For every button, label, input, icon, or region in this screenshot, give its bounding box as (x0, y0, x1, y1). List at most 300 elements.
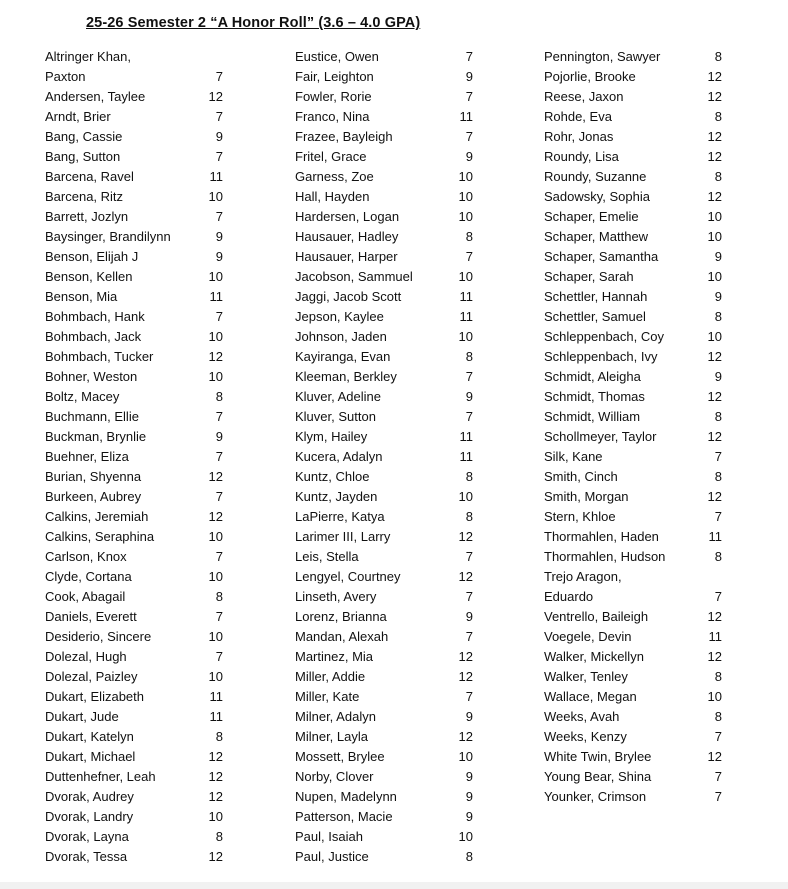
student-entry (45, 47, 223, 87)
student-grade: 9 (215, 229, 223, 244)
student-entry (295, 167, 473, 187)
student-name: Smith, Cinch (544, 469, 618, 484)
student-name: Barcena, Ritz (45, 189, 124, 204)
student-grade: 10 (208, 329, 223, 344)
student-grade: 7 (714, 589, 722, 604)
student-entry (45, 827, 223, 847)
student-grade: 10 (208, 369, 223, 384)
student-grade: 12 (458, 729, 473, 744)
student-entry (45, 787, 223, 807)
student-entry (295, 647, 473, 667)
student-grade: 10 (208, 189, 223, 204)
student-grade: 7 (465, 369, 473, 384)
student-entry (544, 427, 722, 447)
student-grade: 12 (707, 149, 722, 164)
student-entry (45, 87, 223, 107)
student-name: Paul, Justice (295, 849, 369, 864)
student-entry (295, 387, 473, 407)
student-entry (45, 227, 223, 247)
student-grade: 9 (215, 129, 223, 144)
student-grade: 10 (208, 569, 223, 584)
student-entry (295, 87, 473, 107)
student-entry (295, 107, 473, 127)
student-entry (45, 847, 223, 867)
student-grade: 7 (215, 309, 223, 324)
student-entry (544, 647, 722, 667)
student-name: Kuntz, Jayden (295, 489, 378, 504)
student-grade: 7 (714, 729, 722, 744)
student-name: Calkins, Jeremiah (45, 509, 149, 524)
student-grade: 11 (209, 289, 223, 304)
student-entry (544, 187, 722, 207)
student-name: Schmidt, Thomas (544, 389, 645, 404)
student-name: Jepson, Kaylee (295, 309, 384, 324)
student-name: Schmidt, Aleigha (544, 369, 641, 384)
student-entry (295, 767, 473, 787)
student-name: Milner, Layla (295, 729, 368, 744)
student-name: Klym, Hailey (295, 429, 368, 444)
student-name: Miller, Addie (295, 669, 366, 684)
student-entry (295, 127, 473, 147)
student-entry (295, 327, 473, 347)
student-entry (544, 387, 722, 407)
student-name: Schaper, Matthew (544, 229, 649, 244)
student-name: Frazee, Bayleigh (295, 129, 393, 144)
student-grade: 8 (714, 169, 722, 184)
student-name: Linseth, Avery (295, 589, 377, 604)
student-entry (544, 787, 722, 807)
student-entry (544, 167, 722, 187)
student-name: Boltz, Macey (45, 389, 120, 404)
student-entry (544, 347, 722, 367)
student-name: Altringer Khan, Paxton (45, 49, 131, 84)
student-name: Mossett, Brylee (295, 749, 385, 764)
student-entry (45, 367, 223, 387)
student-name: Buehner, Eliza (45, 449, 129, 464)
student-entry (295, 247, 473, 267)
student-grade: 9 (215, 249, 223, 264)
student-name: Garness, Zoe (295, 169, 374, 184)
student-name: Paul, Isaiah (295, 829, 363, 844)
student-grade: 10 (208, 809, 223, 824)
student-entry (544, 467, 722, 487)
student-grade: 11 (708, 529, 722, 544)
student-grade: 7 (215, 409, 223, 424)
student-name: Schollmeyer, Taylor (544, 429, 657, 444)
student-grade: 7 (465, 409, 473, 424)
student-entry (45, 247, 223, 267)
student-name: Cook, Abagail (45, 589, 126, 604)
student-entry (295, 187, 473, 207)
student-entry (45, 467, 223, 487)
student-entry (544, 507, 722, 527)
student-grade: 12 (208, 789, 223, 804)
student-name: Dukart, Elizabeth (45, 689, 144, 704)
student-grade: 12 (208, 89, 223, 104)
student-entry (45, 147, 223, 167)
student-grade: 11 (708, 629, 722, 644)
student-name: Fritel, Grace (295, 149, 367, 164)
student-grade: 9 (465, 709, 473, 724)
student-grade: 8 (714, 669, 722, 684)
student-entry (295, 687, 473, 707)
student-name: Hardersen, Logan (295, 209, 400, 224)
student-grade: 10 (707, 209, 722, 224)
student-entry (544, 407, 722, 427)
student-entry (45, 647, 223, 667)
student-grade: 8 (215, 589, 223, 604)
student-grade: 8 (465, 849, 473, 864)
student-entry (45, 267, 223, 287)
student-name: Fowler, Rorie (295, 89, 372, 104)
student-name: Kayiranga, Evan (295, 349, 391, 364)
student-grade: 8 (465, 229, 473, 244)
student-name: Schmidt, William (544, 409, 641, 424)
student-grade: 7 (215, 549, 223, 564)
student-grade: 9 (714, 289, 722, 304)
student-grade: 7 (465, 89, 473, 104)
student-name: LaPierre, Katya (295, 509, 385, 524)
student-name: Calkins, Seraphina (45, 529, 155, 544)
student-name: Dvorak, Tessa (45, 849, 128, 864)
student-entry (45, 387, 223, 407)
student-name: Bohner, Weston (45, 369, 138, 384)
student-grade: 7 (465, 629, 473, 644)
student-entry (45, 727, 223, 747)
student-entry (45, 327, 223, 347)
student-grade: 12 (208, 349, 223, 364)
student-grade: 11 (209, 169, 223, 184)
student-grade: 7 (465, 689, 473, 704)
student-grade: 10 (458, 189, 473, 204)
student-entry (544, 227, 722, 247)
student-grade: 12 (707, 649, 722, 664)
student-grade: 12 (707, 189, 722, 204)
student-entry (295, 727, 473, 747)
student-name: Bohmbach, Hank (45, 309, 145, 324)
student-grade: 12 (208, 509, 223, 524)
student-grade: 10 (208, 669, 223, 684)
student-grade: 12 (707, 609, 722, 624)
student-name: Walker, Mickellyn (544, 649, 644, 664)
student-name: Young Bear, Shina (544, 769, 652, 784)
student-grade: 7 (465, 549, 473, 564)
student-grade: 9 (465, 769, 473, 784)
student-entry (295, 827, 473, 847)
student-entry (295, 507, 473, 527)
student-grade: 11 (459, 109, 473, 124)
student-grade: 7 (215, 649, 223, 664)
student-grade: 10 (458, 209, 473, 224)
student-name: Reese, Jaxon (544, 89, 624, 104)
student-grade: 10 (707, 269, 722, 284)
student-name: Franco, Nina (295, 109, 370, 124)
student-name: Pennington, Sawyer (544, 49, 661, 64)
student-name: Burkeen, Aubrey (45, 489, 142, 504)
student-grade: 9 (215, 429, 223, 444)
student-name: Dolezal, Paizley (45, 669, 138, 684)
student-entry (295, 227, 473, 247)
student-name: Schettler, Samuel (544, 309, 646, 324)
student-entry (544, 607, 722, 627)
student-grade: 7 (714, 769, 722, 784)
student-name: Duttenhefner, Leah (45, 769, 156, 784)
student-grade: 11 (459, 429, 473, 444)
student-name: Fair, Leighton (295, 69, 374, 84)
student-entry (295, 567, 473, 587)
student-entry (544, 87, 722, 107)
student-entry (295, 587, 473, 607)
student-grade: 7 (215, 489, 223, 504)
student-grade: 12 (707, 389, 722, 404)
student-name: Bohmbach, Tucker (45, 349, 154, 364)
student-entry (295, 467, 473, 487)
student-entry (45, 187, 223, 207)
student-name: Bohmbach, Jack (45, 329, 142, 344)
student-name: Thormahlen, Hudson (544, 549, 666, 564)
student-grade: 10 (208, 529, 223, 544)
student-grade: 8 (215, 729, 223, 744)
student-name: Dvorak, Audrey (45, 789, 134, 804)
student-entry (295, 47, 473, 67)
student-entry (544, 127, 722, 147)
student-entry (544, 627, 722, 647)
student-grade: 12 (707, 89, 722, 104)
student-entry (295, 787, 473, 807)
student-entry (45, 127, 223, 147)
student-name: Bang, Cassie (45, 129, 123, 144)
student-name: Schaper, Sarah (544, 269, 634, 284)
student-entry (295, 147, 473, 167)
student-entry (295, 707, 473, 727)
student-name: Kluver, Sutton (295, 409, 376, 424)
student-name: Kleeman, Berkley (295, 369, 397, 384)
student-grade: 11 (209, 709, 223, 724)
student-entry (45, 567, 223, 587)
student-grade: 12 (707, 69, 722, 84)
student-grade: 8 (714, 549, 722, 564)
student-name: Bang, Sutton (45, 149, 121, 164)
student-name: Eustice, Owen (295, 49, 379, 64)
student-name: Benson, Kellen (45, 269, 133, 284)
student-grade: 10 (707, 329, 722, 344)
student-grade: 12 (707, 349, 722, 364)
student-name: Rohde, Eva (544, 109, 612, 124)
student-name: Benson, Mia (45, 289, 118, 304)
student-name: Lengyel, Courtney (295, 569, 401, 584)
student-grade: 7 (465, 589, 473, 604)
student-name: Andersen, Taylee (45, 89, 146, 104)
student-grade: 7 (215, 109, 223, 124)
student-name: Desiderio, Sincere (45, 629, 152, 644)
student-grade: 10 (208, 629, 223, 644)
student-name: Buckman, Brynlie (45, 429, 147, 444)
student-grade: 7 (215, 609, 223, 624)
student-name: Thormahlen, Haden (544, 529, 659, 544)
student-grade: 8 (465, 469, 473, 484)
student-entry (295, 427, 473, 447)
student-grade: 10 (458, 749, 473, 764)
student-grade: 8 (714, 709, 722, 724)
student-grade: 8 (215, 389, 223, 404)
student-entry (45, 527, 223, 547)
student-entry (295, 307, 473, 327)
student-name: Kuntz, Chloe (295, 469, 370, 484)
student-name: Ventrello, Baileigh (544, 609, 649, 624)
student-name: Schaper, Samantha (544, 249, 659, 264)
student-entry (544, 447, 722, 467)
honor-roll-column-2 (295, 47, 473, 867)
student-grade: 7 (465, 49, 473, 64)
student-grade: 9 (714, 249, 722, 264)
student-name: Barcena, Ravel (45, 169, 134, 184)
student-entry (45, 107, 223, 127)
student-grade: 11 (209, 689, 223, 704)
student-entry (295, 447, 473, 467)
student-grade: 7 (215, 69, 223, 84)
student-name: Roundy, Suzanne (544, 169, 647, 184)
student-grade: 12 (707, 429, 722, 444)
student-entry (45, 407, 223, 427)
student-grade: 8 (714, 309, 722, 324)
student-entry (544, 767, 722, 787)
student-entry (295, 267, 473, 287)
student-grade: 10 (208, 269, 223, 284)
student-name: Schleppenbach, Coy (544, 329, 664, 344)
student-name: Miller, Kate (295, 689, 360, 704)
student-name: Jaggi, Jacob Scott (295, 289, 402, 304)
page-title: 25-26 Semester 2 “A Honor Roll” (3.6 – 4.0 GPA) (86, 15, 421, 31)
student-grade: 11 (459, 309, 473, 324)
student-name: Baysinger, Brandilynn (45, 229, 171, 244)
student-grade: 12 (458, 669, 473, 684)
student-name: Benson, Elijah J (45, 249, 139, 264)
student-grade: 10 (458, 329, 473, 344)
student-entry (45, 747, 223, 767)
student-name: Milner, Adalyn (295, 709, 376, 724)
student-name: Kluver, Adeline (295, 389, 382, 404)
honor-roll-column-3 (544, 47, 722, 807)
student-entry (45, 547, 223, 567)
student-entry (544, 287, 722, 307)
student-grade: 8 (714, 109, 722, 124)
student-entry (45, 607, 223, 627)
student-entry (295, 547, 473, 567)
student-entry (544, 307, 722, 327)
student-name: Barrett, Jozlyn (45, 209, 129, 224)
student-entry (45, 347, 223, 367)
student-grade: 8 (714, 469, 722, 484)
student-name: Buchmann, Ellie (45, 409, 139, 424)
student-name: Dvorak, Layna (45, 829, 129, 844)
student-grade: 9 (714, 369, 722, 384)
student-name: Arndt, Brier (45, 109, 111, 124)
student-grade: 12 (458, 649, 473, 664)
student-name: Rohr, Jonas (544, 129, 614, 144)
student-entry (295, 287, 473, 307)
student-entry (544, 527, 722, 547)
student-entry (295, 347, 473, 367)
student-entry (295, 527, 473, 547)
student-entry (295, 607, 473, 627)
student-grade: 7 (215, 149, 223, 164)
student-grade: 11 (459, 449, 473, 464)
student-grade: 12 (208, 849, 223, 864)
student-entry (544, 547, 722, 567)
student-entry (544, 487, 722, 507)
student-grade: 7 (215, 209, 223, 224)
student-name: Hausauer, Hadley (295, 229, 399, 244)
student-grade: 9 (465, 149, 473, 164)
student-name: Norby, Clover (295, 769, 374, 784)
student-name: Hall, Hayden (295, 189, 370, 204)
student-name: Lorenz, Brianna (295, 609, 387, 624)
honor-roll-column-1 (45, 47, 223, 867)
student-name: Weeks, Avah (544, 709, 620, 724)
student-entry (544, 207, 722, 227)
student-entry (295, 847, 473, 867)
student-grade: 8 (465, 509, 473, 524)
student-entry (544, 747, 722, 767)
student-name: Patterson, Macie (295, 809, 393, 824)
student-entry (45, 707, 223, 727)
student-grade: 10 (458, 829, 473, 844)
student-name: Carlson, Knox (45, 549, 127, 564)
student-name: Hausauer, Harper (295, 249, 398, 264)
student-grade: 8 (215, 829, 223, 844)
student-grade: 7 (714, 449, 722, 464)
student-entry (544, 367, 722, 387)
student-entry (295, 807, 473, 827)
student-name: Martinez, Mia (295, 649, 374, 664)
student-grade: 9 (465, 809, 473, 824)
student-name: Pojorlie, Brooke (544, 69, 636, 84)
student-entry (295, 407, 473, 427)
student-name: Larimer III, Larry (295, 529, 391, 544)
student-grade: 7 (714, 509, 722, 524)
student-entry (45, 447, 223, 467)
student-name: Dvorak, Landry (45, 809, 134, 824)
student-name: Schettler, Hannah (544, 289, 648, 304)
student-entry (45, 287, 223, 307)
student-entry (544, 67, 722, 87)
student-entry (295, 487, 473, 507)
student-entry (45, 767, 223, 787)
student-entry (544, 707, 722, 727)
student-grade: 11 (459, 289, 473, 304)
student-name: Dukart, Katelyn (45, 729, 134, 744)
student-name: Sadowsky, Sophia (544, 189, 650, 204)
student-grade: 12 (458, 529, 473, 544)
student-name: Schaper, Emelie (544, 209, 639, 224)
student-name: Smith, Morgan (544, 489, 629, 504)
student-entry (544, 667, 722, 687)
student-name: Mandan, Alexah (295, 629, 389, 644)
student-name: Dolezal, Hugh (45, 649, 127, 664)
student-grade: 9 (465, 69, 473, 84)
student-grade: 9 (465, 609, 473, 624)
student-grade: 7 (465, 129, 473, 144)
student-grade: 12 (208, 469, 223, 484)
student-grade: 9 (465, 789, 473, 804)
student-grade: 8 (714, 49, 722, 64)
student-entry (45, 687, 223, 707)
student-name: Johnson, Jaden (295, 329, 387, 344)
student-grade: 8 (465, 349, 473, 364)
student-name: Kucera, Adalyn (295, 449, 383, 464)
student-entry (45, 487, 223, 507)
student-entry (544, 727, 722, 747)
